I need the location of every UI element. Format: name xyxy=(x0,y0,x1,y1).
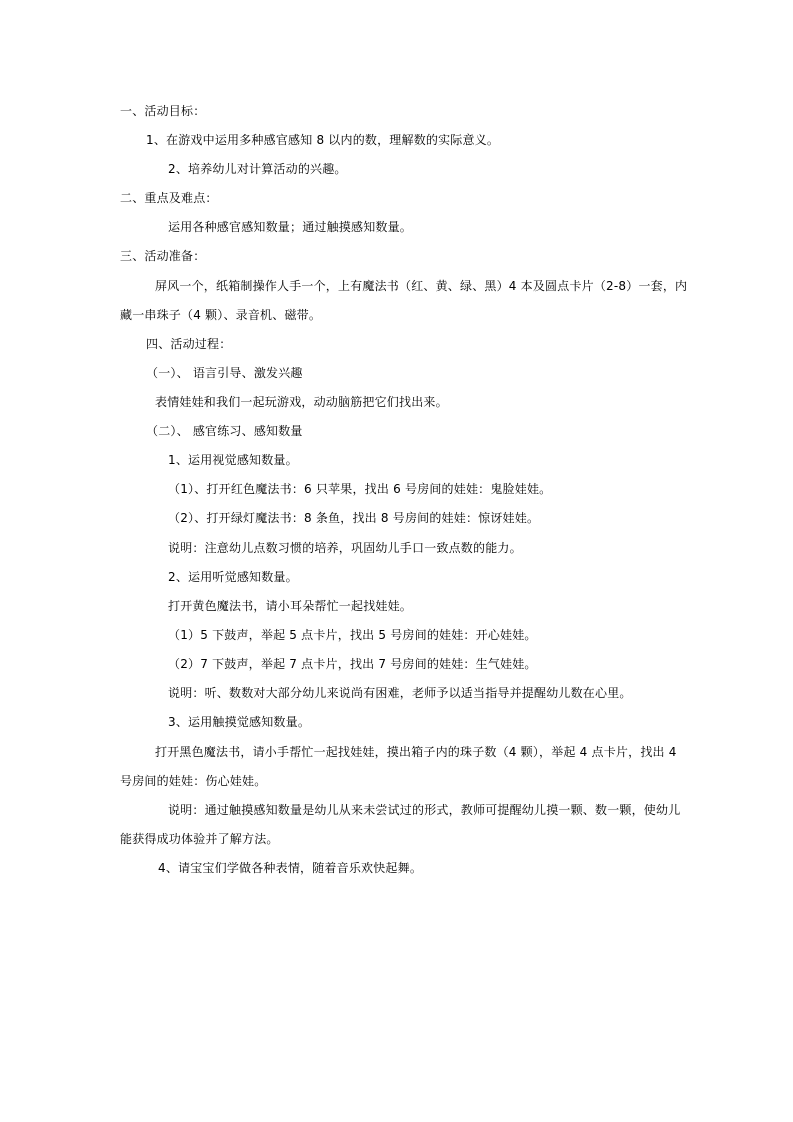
heading-key-points: 二、重点及难点： xyxy=(120,191,218,205)
tactile-note-line-1: 说明：通过触摸感知数量是幼儿从来未尝试过的形式，教师可提醒幼儿摸一颗、数一颗，使幼儿 xyxy=(168,803,681,817)
heading-goals: 一、活动目标： xyxy=(120,104,206,118)
goal-item-1: 1、在游戏中运用多种感官感知 8 以内的数，理解数的实际意义。 xyxy=(146,133,500,147)
final-step: 4、请宝宝们学做各种表情，随着音乐欢快起舞。 xyxy=(158,861,423,875)
key-points-text: 运用各种感官感知数量；通过触摸感知数量。 xyxy=(168,220,413,234)
tactile-note-line-2: 能获得成功体验并了解方法。 xyxy=(120,832,279,846)
auditory-intro: 打开黄色魔法书，请小耳朵帮忙一起找娃娃。 xyxy=(168,599,413,613)
visual-item-2: （2）、打开绿灯魔法书：8 条鱼，找出 8 号房间的娃娃：惊讶娃娃。 xyxy=(168,511,540,525)
auditory-item-2: （2）7 下鼓声，举起 7 点卡片，找出 7 号房间的娃娃：生气娃娃。 xyxy=(168,657,537,671)
goal-item-2: 2、培养幼儿对计算活动的兴趣。 xyxy=(168,162,347,176)
process-step-1-title: （一）、 语言引导、激发兴趣 xyxy=(146,366,303,380)
process-step-1-text: 表情娃娃和我们一起玩游戏，动动脑筋把它们找出来。 xyxy=(155,395,448,409)
heading-preparation: 三、活动准备： xyxy=(120,249,206,263)
visual-heading: 1、运用视觉感知数量。 xyxy=(168,453,298,467)
heading-process: 四、活动过程： xyxy=(146,337,232,351)
tactile-heading: 3、运用触摸觉感知数量。 xyxy=(168,715,311,729)
visual-item-1: （1）、打开红色魔法书：6 只苹果，找出 6 号房间的娃娃：鬼脸娃娃。 xyxy=(168,482,552,496)
auditory-heading: 2、运用听觉感知数量。 xyxy=(168,570,298,584)
process-step-2-title: （二）、 感官练习、感知数量 xyxy=(146,424,303,438)
preparation-text-line-2: 藏一串珠子（4 颗）、录音机、磁带。 xyxy=(120,308,322,322)
tactile-text-line-2: 号房间的娃娃：伤心娃娃。 xyxy=(120,774,267,788)
preparation-text-line-1: 屏风一个，纸箱制操作人手一个，上有魔法书（红、黄、绿、黑）4 本及圆点卡片（2-8）一套，内 xyxy=(155,279,688,293)
tactile-text-line-1: 打开黑色魔法书，请小手帮忙一起找娃娃，摸出箱子内的珠子数（4 颗），举起 4 点卡片，找出 4 xyxy=(155,745,677,759)
auditory-item-1: （1）5 下鼓声，举起 5 点卡片，找出 5 号房间的娃娃：开心娃娃。 xyxy=(168,628,537,642)
visual-note: 说明：注意幼儿点数习惯的培养，巩固幼儿手口一致点数的能力。 xyxy=(168,541,522,555)
auditory-note: 说明：听、数数对大部分幼儿来说尚有困难，老师予以适当指导并提醒幼儿数在心里。 xyxy=(168,686,632,700)
